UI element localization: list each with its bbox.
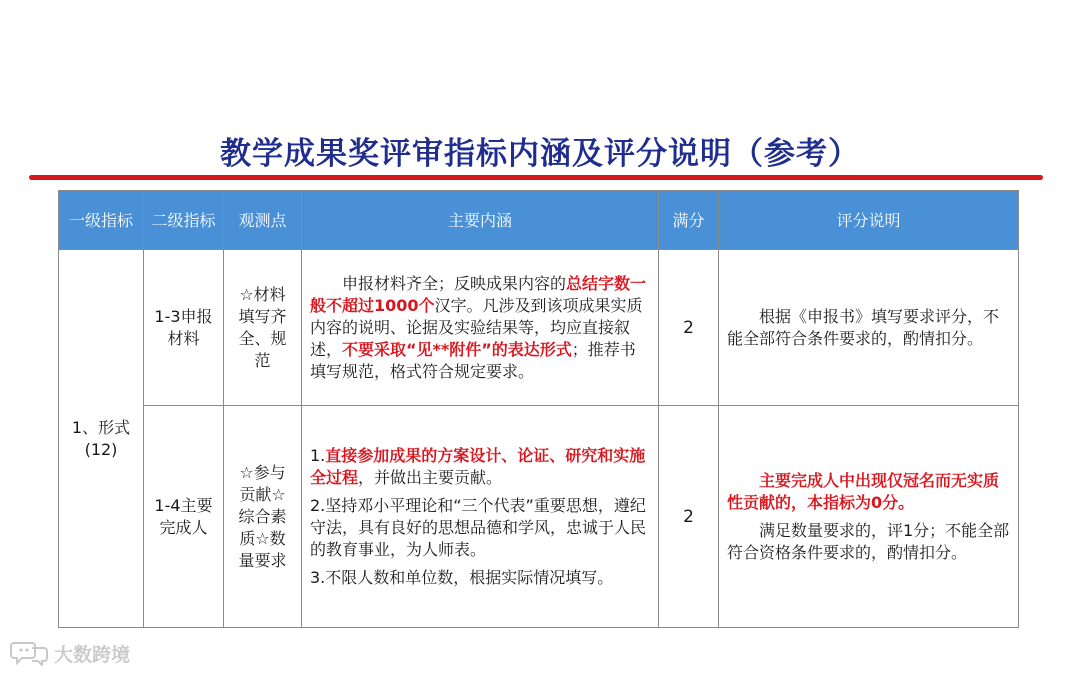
content-paragraph [310,273,650,383]
table-row [59,406,1019,628]
criteria-table [58,190,1019,628]
explain-cell [719,406,1019,628]
content-text: ；推荐书填写规范，格式符合规定要求。 [310,339,636,381]
table-header-row [59,191,1019,250]
content-text: 1. [310,445,326,465]
header-explain: 评分说明 [719,191,1019,250]
score-cell: 2 [659,406,719,628]
header-level1: 一级指标 [59,191,144,250]
header-score: 满分 [659,191,719,250]
explain-text: 根据《申报书》填写要求评分，不能全部符合条件要求的，酌情扣分。 [727,306,1000,348]
observe-cell: ☆材料填写齐全、规范 [224,250,302,406]
level2-cell: 1-4主要完成人 [144,406,224,628]
score-cell: 2 [659,250,719,406]
content-cell [302,250,659,406]
watermark [10,638,130,668]
explain-text: 满足数量要求的，评1分；不能全部符合资格条件要求的，酌情扣分。 [727,520,1010,562]
content-item-2: 2.坚持邓小平理论和“三个代表”重要思想，遵纪守法，具有良好的思想品德和学风，忠诚于人民的教育事业，为人师表。 [310,495,647,559]
chat-bubble-icon [10,640,50,666]
table-row [59,250,1019,406]
level2-cell: 1-3申报材料 [144,250,224,406]
content-emphasis: 不要采取“见**附件”的表达形式 [342,339,572,359]
title-underline [29,175,1043,180]
explain-cell [719,250,1019,406]
watermark-text: 大数跨境 [54,643,131,666]
level1-cell: 1、形式(12) [59,250,144,628]
content-text: 申报材料齐全；反映成果内容的 [342,273,567,293]
content-text: ，并做出主要贡献。 [358,467,503,487]
header-content: 主要内涵 [302,191,659,250]
content-cell [302,406,659,628]
content-text: 汉字。凡涉及到该项成果实质内容的说明、论据及实验结果等，均应直接叙述， [310,295,643,359]
content-emphasis: 直接参加成果的方案设计、论证、研究和实施全过程 [310,445,646,487]
content-item-3: 3.不限人数和单位数，根据实际情况填写。 [310,567,614,587]
page-title: 教学成果奖评审指标内涵及评分说明（参考） [220,136,860,172]
explain-emphasis: 主要完成人中出现仅冠名而无实质性贡献的，本指标为0分。 [727,470,1000,512]
content-emphasis: 总结字数一般不超过1000个 [310,273,647,315]
header-level2: 二级指标 [144,191,224,250]
content-item-1 [310,445,650,489]
observe-cell: ☆参与贡献☆综合素质☆数量要求 [224,406,302,628]
header-observe: 观测点 [224,191,302,250]
